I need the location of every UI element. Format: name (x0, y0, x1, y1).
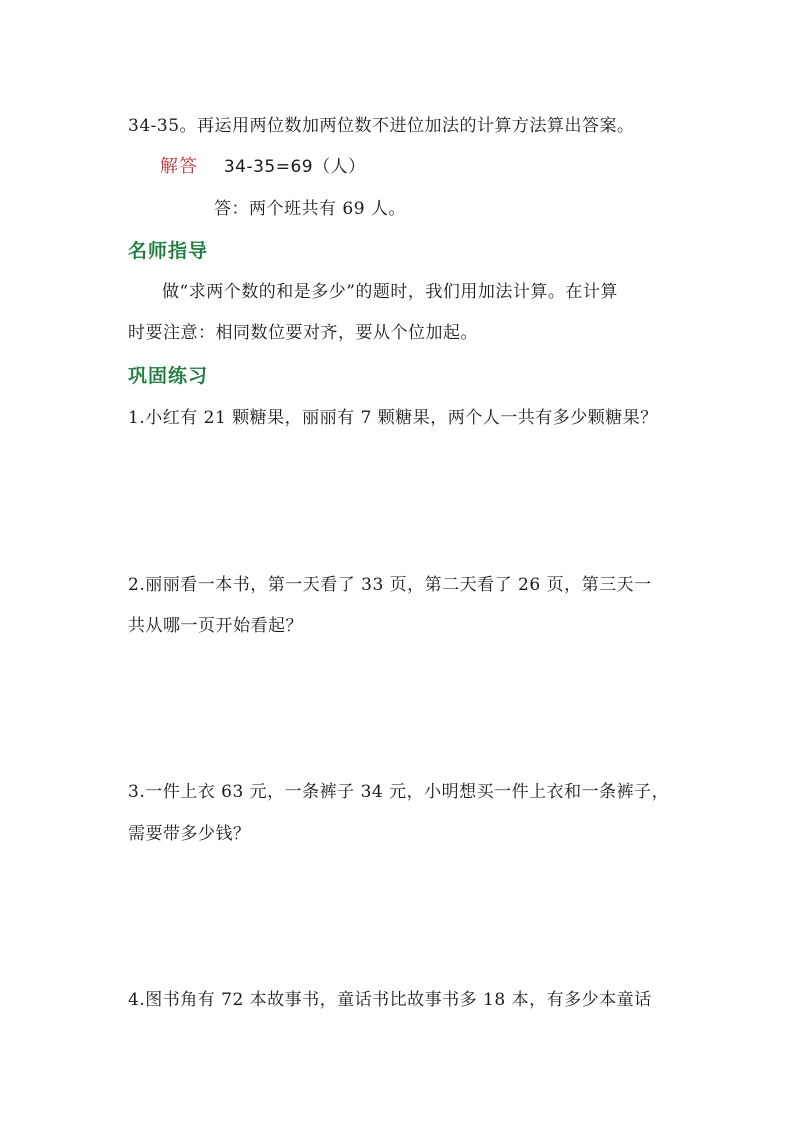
practice-heading: 巩固练习 (128, 365, 209, 387)
answer-line (160, 155, 366, 179)
question-1: 1.小红有 21 颗糖果，丽丽有 7 颗糖果，两个人一共有多少颗糖果？ (128, 408, 658, 428)
intro-text: 34-35。再运用两位数加两位数不进位加法的计算方法算出答案。 (128, 116, 635, 136)
answer-label: 解答 (160, 156, 198, 177)
question-2-line2: 共从哪一页开始看起？ (128, 616, 303, 636)
question-3-line1: 3.一件上衣 63 元，一条裤子 34 元，小明想买一件上衣和一条裤子， (128, 782, 670, 802)
question-4-line1: 4.图书角有 72 本故事书，童话书比故事书多 18 本，有多少本童话 (128, 990, 652, 1010)
question-3-line2: 需要带多少钱？ (128, 824, 251, 844)
guidance-text-line2: 时要注意：相同数位要对齐，要从个位加起。 (128, 323, 478, 343)
guidance-heading: 名师指导 (128, 240, 209, 262)
answer-statement: 答：两个班共有 69 人。 (214, 199, 406, 219)
guidance-text-line1: 做“求两个数的和是多少”的题时，我们用加法计算。在计算 (162, 282, 618, 302)
question-2-line1: 2.丽丽看一本书，第一天看了 33 页，第二天看了 26 页，第三天一 (128, 575, 652, 595)
answer-equation: 34-35=69（人） (223, 157, 366, 177)
